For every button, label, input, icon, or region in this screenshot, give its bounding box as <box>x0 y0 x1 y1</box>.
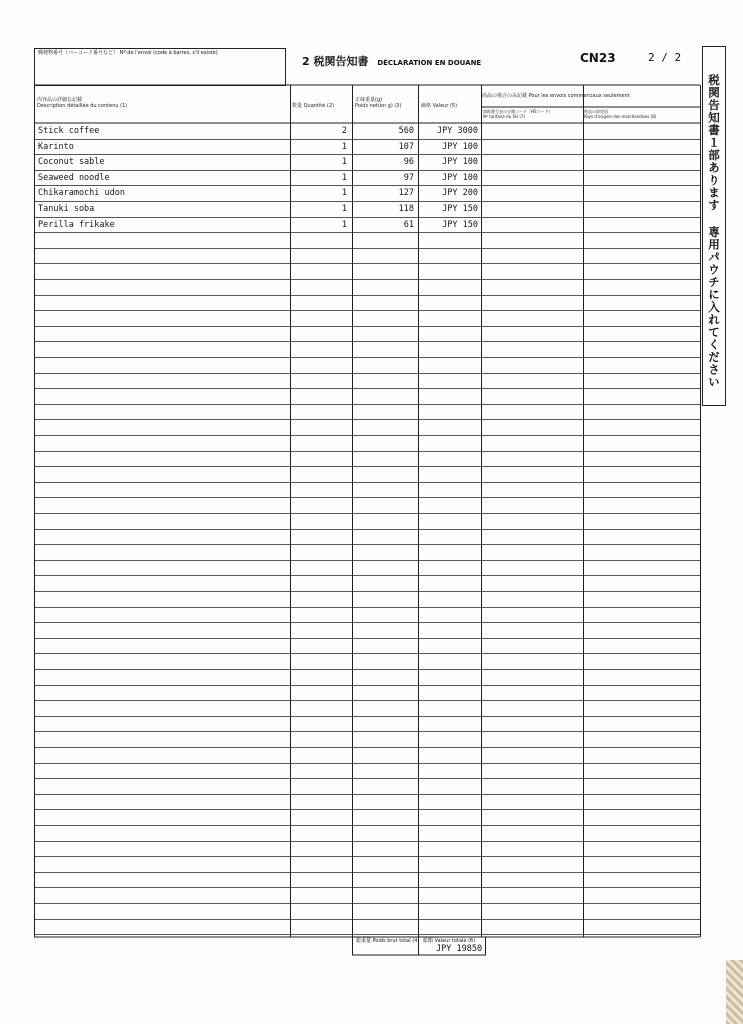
item-value: JPY 100 <box>442 142 478 152</box>
item-description: Tanuki soba <box>38 204 95 214</box>
item-value: JPY 100 <box>442 173 478 183</box>
item-value: JPY 3000 <box>437 126 478 136</box>
item-weight: 97 <box>403 173 414 183</box>
form-title-fr: DÉCLARATION EN DOUANE <box>377 59 482 67</box>
form-title-jp: 税関告知書 <box>313 55 369 68</box>
col-header-commercial: 商品の場合のみ記載 Pour les envois commerciaux seulement <box>482 93 630 99</box>
item-description: Perilla frikake <box>38 220 115 230</box>
barcode-label: 郵便物番号（バーコード番号など） Nº de l'envoi (code à barres, s'il existe) <box>38 50 218 56</box>
col-header-weight: 正味重量(g) Poids net(en g) (3) <box>355 97 402 109</box>
item-weight: 96 <box>403 157 414 167</box>
item-quantity: 1 <box>341 220 347 230</box>
item-weight: 107 <box>398 142 414 152</box>
item-description: Coconut sable <box>38 157 105 167</box>
item-description: Karinto <box>38 142 74 152</box>
item-value: JPY 150 <box>442 204 478 214</box>
item-weight: 61 <box>403 220 414 230</box>
col-header-value: 価格 Valeur (5) <box>421 103 458 109</box>
col-header-origin: 物品の原産国 Pays d'origine des marchandises (8) <box>584 109 657 119</box>
item-weight: 560 <box>398 126 414 136</box>
total-weight-label: 総重量 Poids brut total (4) <box>356 938 420 944</box>
item-description: Chikaramochi udon <box>38 188 125 198</box>
total-value: JPY 19850 <box>436 944 483 954</box>
item-description: Seaweed noodle <box>38 173 110 183</box>
side-note-line1: 税関告知書１部あります <box>707 74 721 212</box>
item-quantity: 1 <box>341 157 347 167</box>
item-weight: 118 <box>398 204 414 214</box>
side-note-line2: 専用パウチに入れてください <box>707 225 721 388</box>
form-code: CN23 <box>580 51 616 65</box>
form-number: 2 <box>302 55 310 68</box>
col-header-hs-code: 関税番号表の分類コード（HSコード） Nº tarifaire du SH (7) <box>483 109 553 119</box>
item-value: JPY 100 <box>442 157 478 167</box>
item-quantity: 1 <box>341 188 347 198</box>
item-quantity: 2 <box>341 126 347 136</box>
page-number: 2 / 2 <box>648 51 682 64</box>
item-quantity: 1 <box>341 204 347 214</box>
item-quantity: 1 <box>341 142 347 152</box>
col-header-quantity: 数量 Quantité (2) <box>292 103 334 109</box>
total-value-label: 総額 Valeur totale (6) <box>423 938 476 944</box>
item-value: JPY 150 <box>442 220 478 230</box>
item-weight: 127 <box>398 188 414 198</box>
background-paper-edge <box>726 960 743 1024</box>
item-quantity: 1 <box>341 173 347 183</box>
item-value: JPY 200 <box>442 188 478 198</box>
col-header-description: 内容品の詳細な記載 Description détaillée du contenu (1) <box>37 97 128 109</box>
item-description: Stick coffee <box>38 126 100 136</box>
